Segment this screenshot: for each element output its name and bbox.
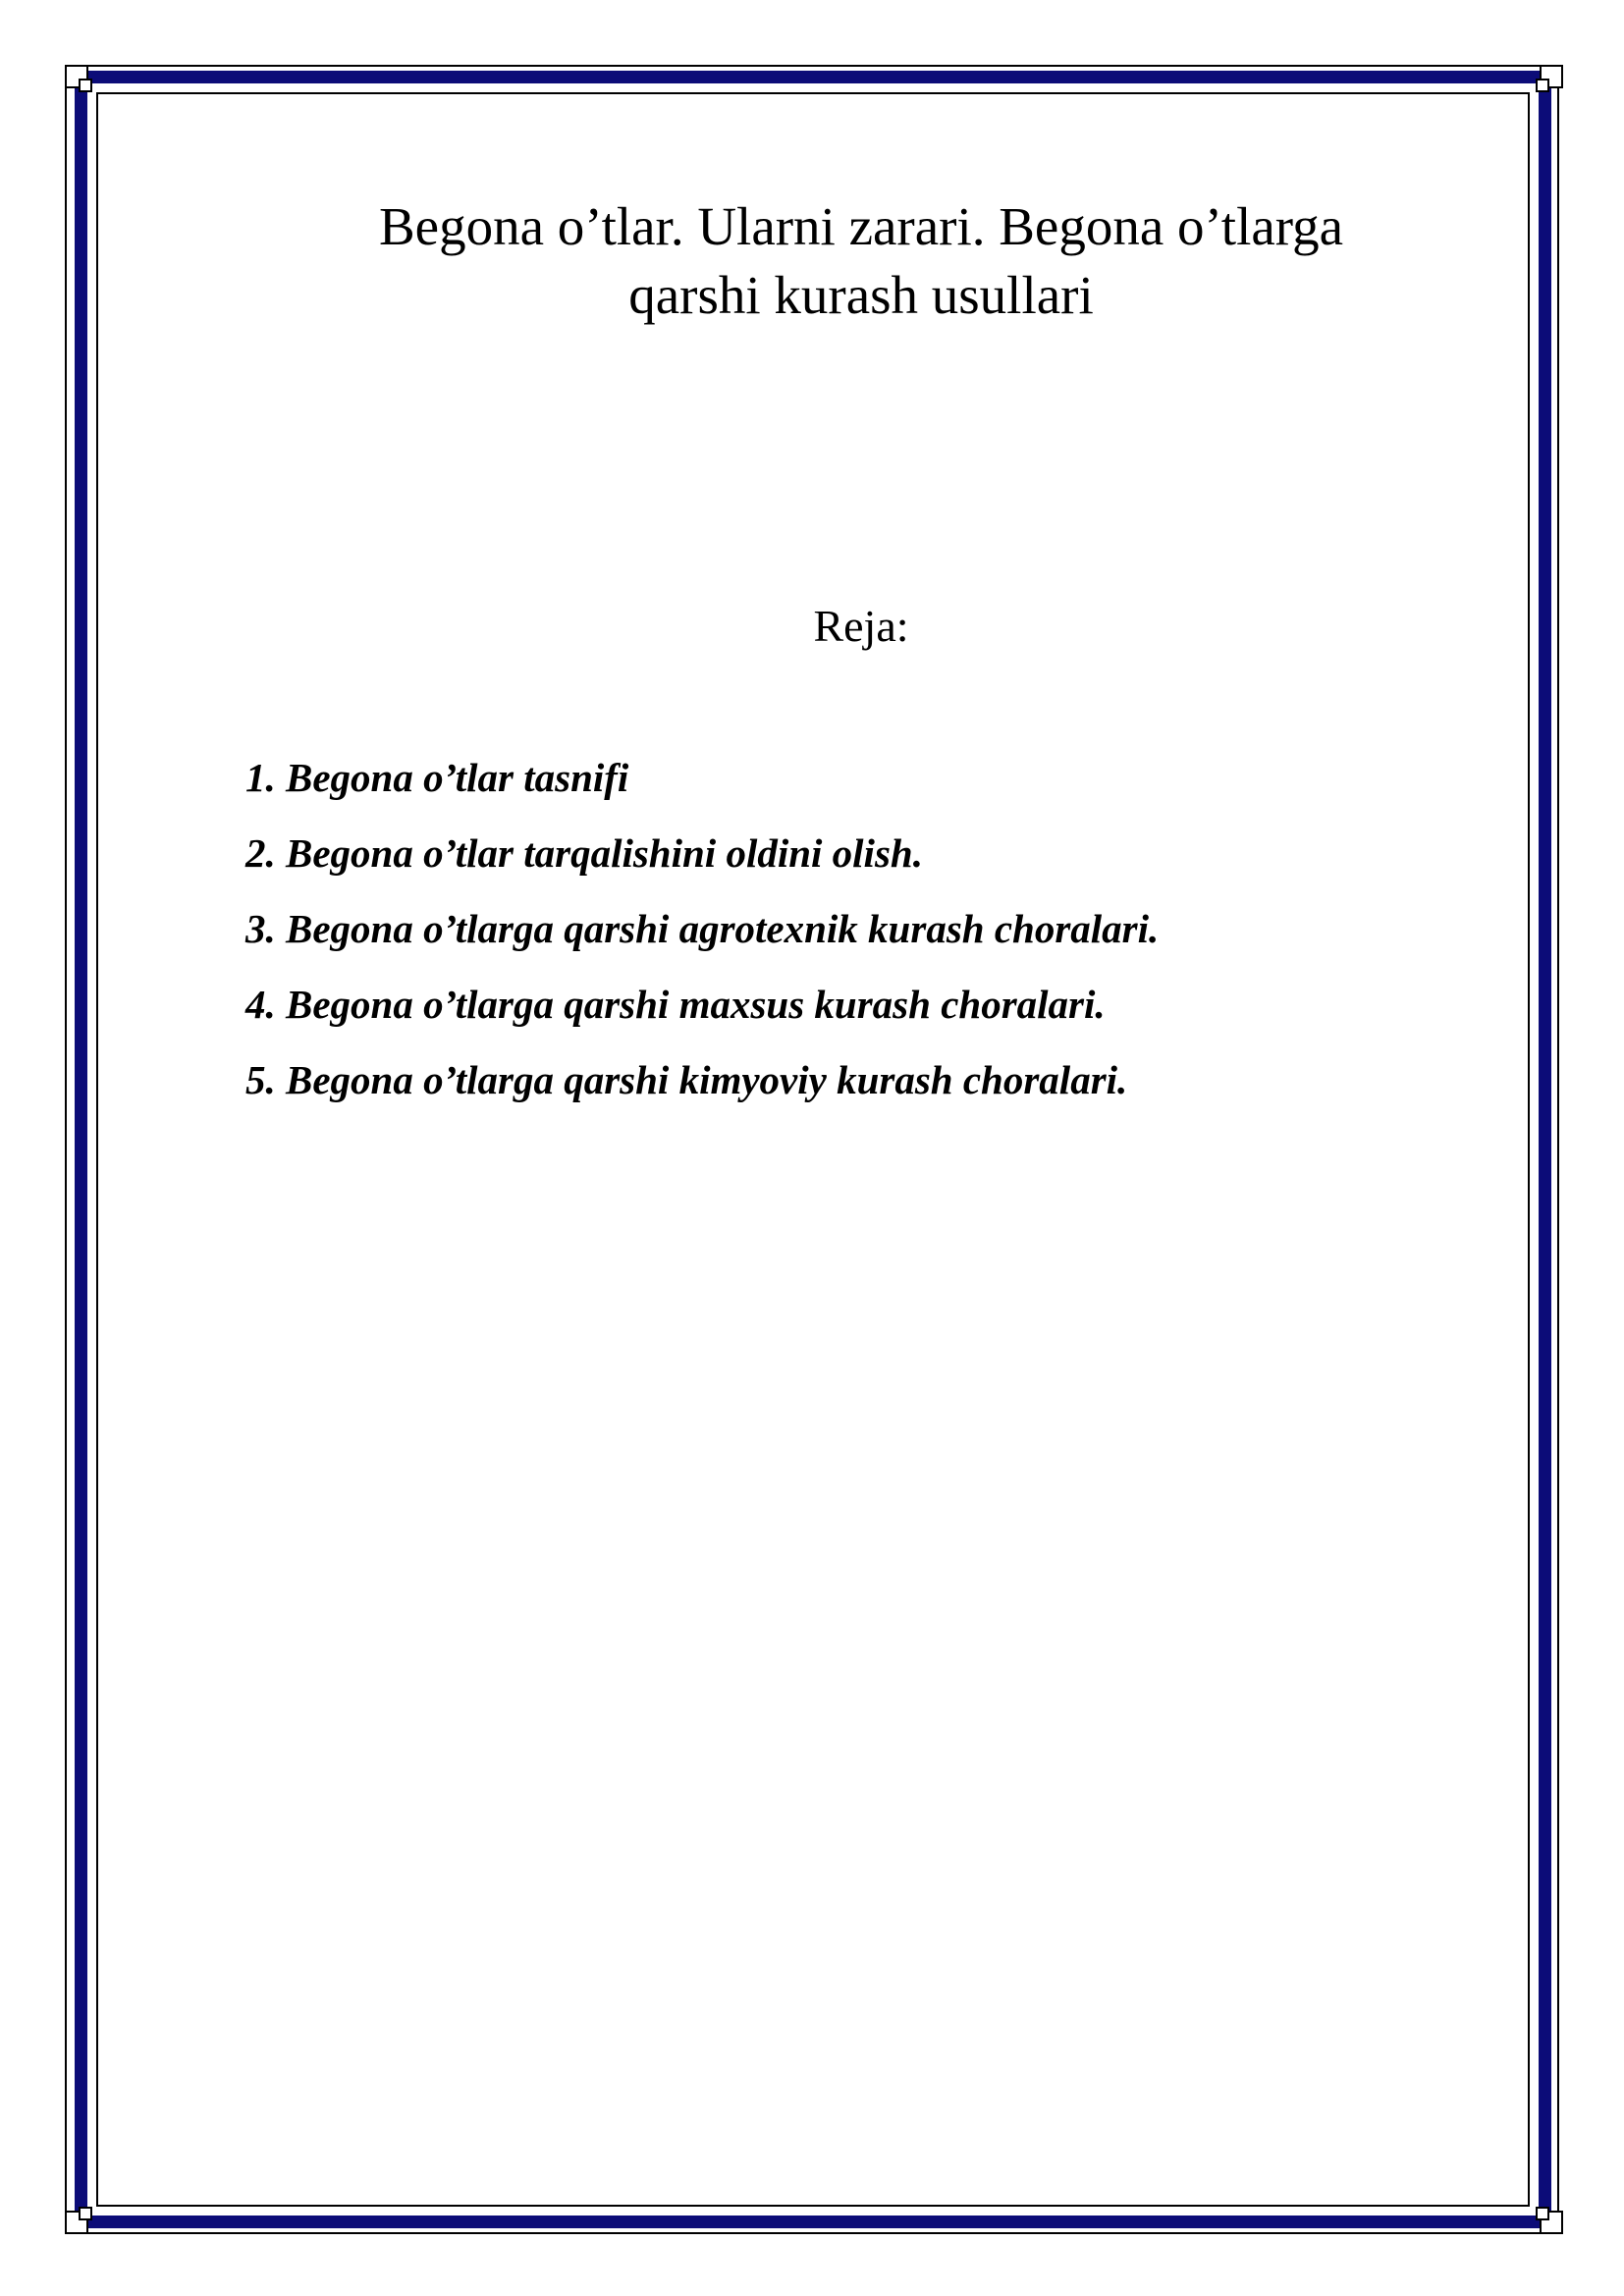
border-corner-ornament: [65, 2199, 104, 2238]
border-corner-ornament: [1524, 61, 1563, 100]
plan-list: [245, 748, 1483, 1126]
plan-item: 3. Begona o’tlarga qarshi agrotexnik kurash choralari.: [245, 906, 1160, 951]
plan-item: 1. Begona o’tlar tasnifi: [245, 755, 629, 800]
border-corner-ornament: [65, 61, 104, 100]
plan-item: 5. Begona o’tlarga qarshi kimyoviy kurash choralari.: [245, 1057, 1128, 1102]
page-border-inner: [96, 92, 1530, 2207]
border-corner-ornament: [1524, 2199, 1563, 2238]
document-title-line: Begona o’tlar. Ularni zarari. Begona o’tlarga: [378, 196, 1344, 256]
plan-item: 2. Begona o’tlar tarqalishini oldini olish.: [245, 830, 923, 876]
plan-heading: Reja:: [813, 601, 909, 651]
document-title-line: qarshi kurash usullari: [628, 265, 1094, 325]
document-title: [245, 192, 1477, 330]
plan-item: 4. Begona o’tlarga qarshi maxsus kurash choralari.: [245, 982, 1106, 1027]
